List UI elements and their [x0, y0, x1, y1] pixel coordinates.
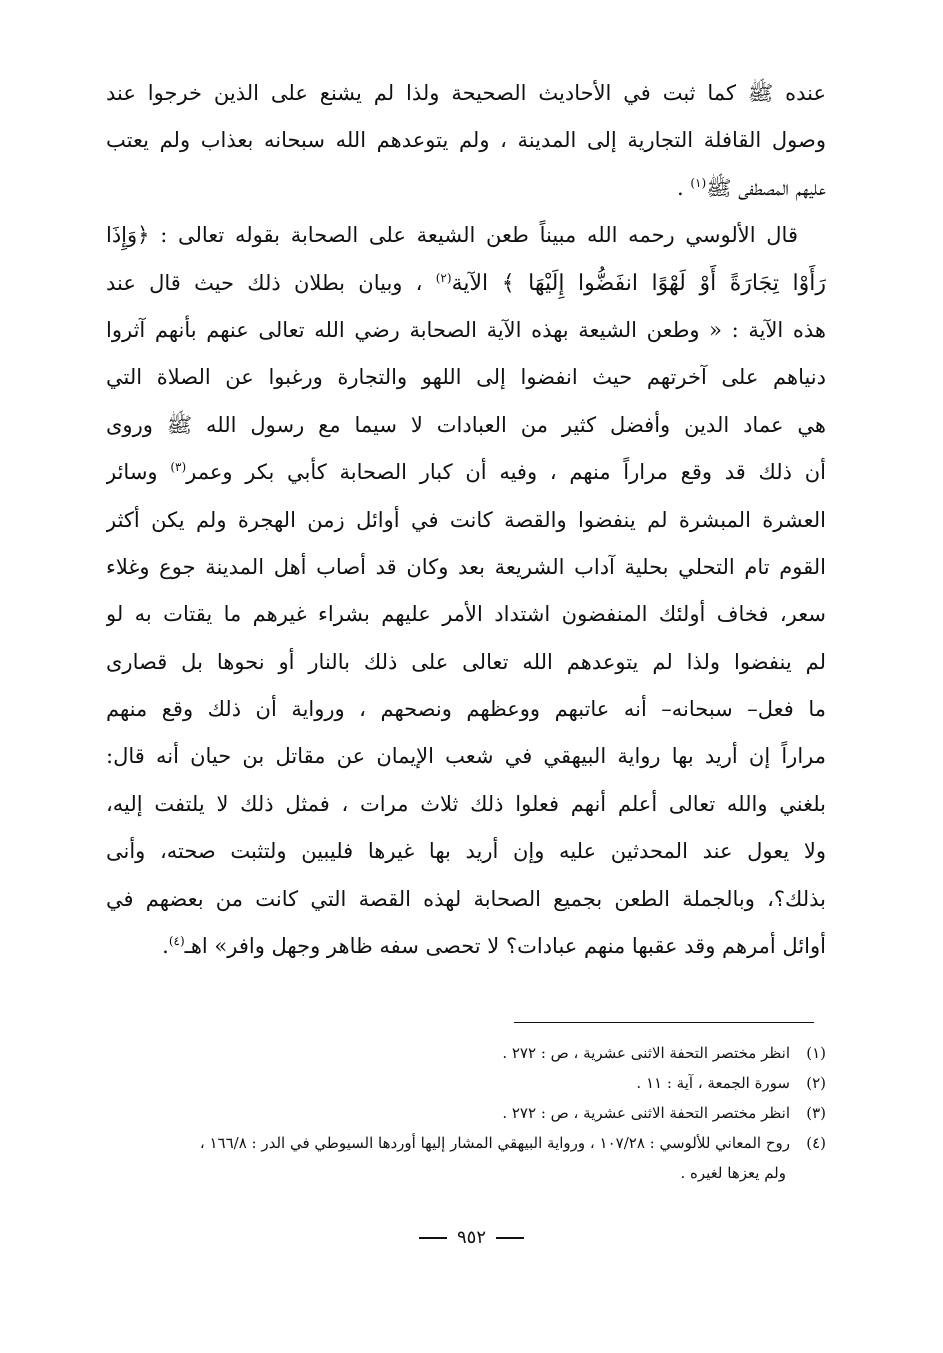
text-line-5: [106, 260, 826, 307]
main-text: [106, 70, 826, 970]
text-line-10: العشرة المبشرة لم ينفضوا والقصة كانت في أوائل زمن الهجرة ولم يكن أكثر: [106, 507, 826, 532]
text-line-18: بذلك؟، وبالجملة الطعن بجميع الصحابة لهذه القصة التي كانت من بعضهم في: [106, 886, 826, 911]
text-line-8: هي عماد الدين وأفضل كثير من العبادات لا سيما مع رسول الله ﷺ وروى: [106, 412, 826, 437]
text-line-13: لم ينفضوا ولذا لم يتوعدهم الله تعالى على ذلك بالنار أو نحوها بل قصارى: [106, 649, 826, 674]
text-line-9-body: أن ذلك قد وقع مراراً منهم ، وفيه أن كبار الصحابة كأبي بكر وعمر: [186, 460, 826, 485]
text-line-9-tail: وسائر: [106, 460, 158, 485]
text-line-19-body: أوائل أمرهم وقد عقبها منهم عبادات؟ لا تحصى سفه ظاهر وجهل وافر» اهـ: [184, 934, 826, 959]
footnote-number: (١): [806, 1044, 826, 1062]
page-number-dash-left: [419, 1237, 447, 1239]
text-line-5-tail: ، وبيان بطلان ذلك حيث قال عند: [106, 270, 423, 295]
footnote-2: [100, 1068, 826, 1098]
text-line-11: القوم تام التحلي بحلية آداب الشريعة بعد وكان قد أصاب أهل المدينة جوع وغلاء: [106, 554, 826, 579]
footnote-number: (٣): [806, 1104, 826, 1122]
text-line-6: هذه الآية : « وطعن الشيعة بهذه الآية الصحابة رضي الله تعالى عنهم بأنهم آثروا: [106, 317, 826, 342]
text-line-2: وصول القافلة التجارية إلى المدينة ، ولم يتوعدهم الله سبحانه بعذاب ولم يعتب: [106, 128, 826, 153]
text-line-3-body: عليهم المصطفى ﷺ: [706, 175, 826, 200]
page-number: [0, 1227, 943, 1248]
footnote-number: (٢): [806, 1074, 826, 1092]
text-line-1: عنده ﷺ كما ثبت في الأحاديث الصحيحة ولذا لم يشنع على الذين خرجوا عند: [106, 81, 826, 105]
footnote-text: روح المعاني للألوسي : ١٠٧/٢٨ ، ورواية البيهقي المشار إليها أوردها السيوطي في الدر : ١٦٦/٨ ،: [199, 1134, 790, 1152]
footnote-number: (٤): [806, 1134, 826, 1152]
text-line-19-end: .: [162, 934, 169, 959]
text-line-12: سعر، فخاف أولئك المنفضون اشتداد الأمر عليهم بشراء غيرهم ما يقتات به لو: [106, 602, 826, 627]
footnotes: [100, 1038, 826, 1188]
footnote-text: سورة الجمعة ، آية : ١١ .: [636, 1074, 790, 1092]
text-line-3-end: .: [676, 175, 684, 200]
text-line-14: ما فعل– سبحانه– أنه عاتبهم ووعظهم ونصحهم ، ورواية أن ذلك وقع منهم: [106, 697, 826, 722]
text-line-17: ولا يعول عند المحدثين عليه وإن أريد بها غيرها فليبين ولتثبت صحته، وأنى: [106, 839, 826, 864]
page-number-value: ٩٥٢: [456, 1227, 486, 1248]
text-line-16: بلغني والله تعالى أعلم أنهم فعلوا ذلك ثلاث مرات ، فمثل ذلك لا يلتفت إليه،: [106, 791, 826, 816]
text-line-15: مراراً إن أريد بها رواية البيهقي في شعب الإيمان عن مقاتل بن حيان أنه قال:: [106, 744, 826, 769]
page-number-dash-right: [496, 1237, 524, 1239]
footnote-text: انظر مختصر التحفة الاثنى عشرية ، ص : ٢٧٢ .: [502, 1104, 790, 1122]
footnote-3: [100, 1098, 826, 1128]
quran-verse: رَأَوْا تِجَارَةً أَوْ لَهْوًا انفَضُّوا إِلَيْهَا ﴾ الآية: [451, 270, 826, 296]
text-line-19: [106, 923, 826, 970]
text-line-7: دنياهم على آخرتهم حيث انفضوا إلى اللهو والتجارة ورغبوا عن الصلاة التي: [106, 365, 826, 390]
footnote-separator: [514, 1022, 814, 1023]
text-line-9: [106, 449, 826, 496]
footnote-1: [100, 1038, 826, 1068]
footnote-marker-3: (٣): [170, 460, 187, 475]
footnote-text: انظر مختصر التحفة الاثنى عشرية ، ص : ٢٧٢ .: [502, 1044, 790, 1062]
footnote-marker-2: (٢): [435, 270, 452, 285]
footnote-marker-4: (٤): [168, 934, 185, 949]
footnote-marker-1: (١): [690, 175, 707, 190]
text-line-3: [106, 165, 826, 212]
text-line-4: قال الألوسي رحمه الله مبيناً طعن الشيعة على الصحابة بقوله تعالى : ﴿وَإِذَا: [106, 223, 798, 248]
footnote-4: [100, 1128, 826, 1158]
footnote-4-continuation: ولم يعزها لغيره .: [680, 1164, 786, 1182]
